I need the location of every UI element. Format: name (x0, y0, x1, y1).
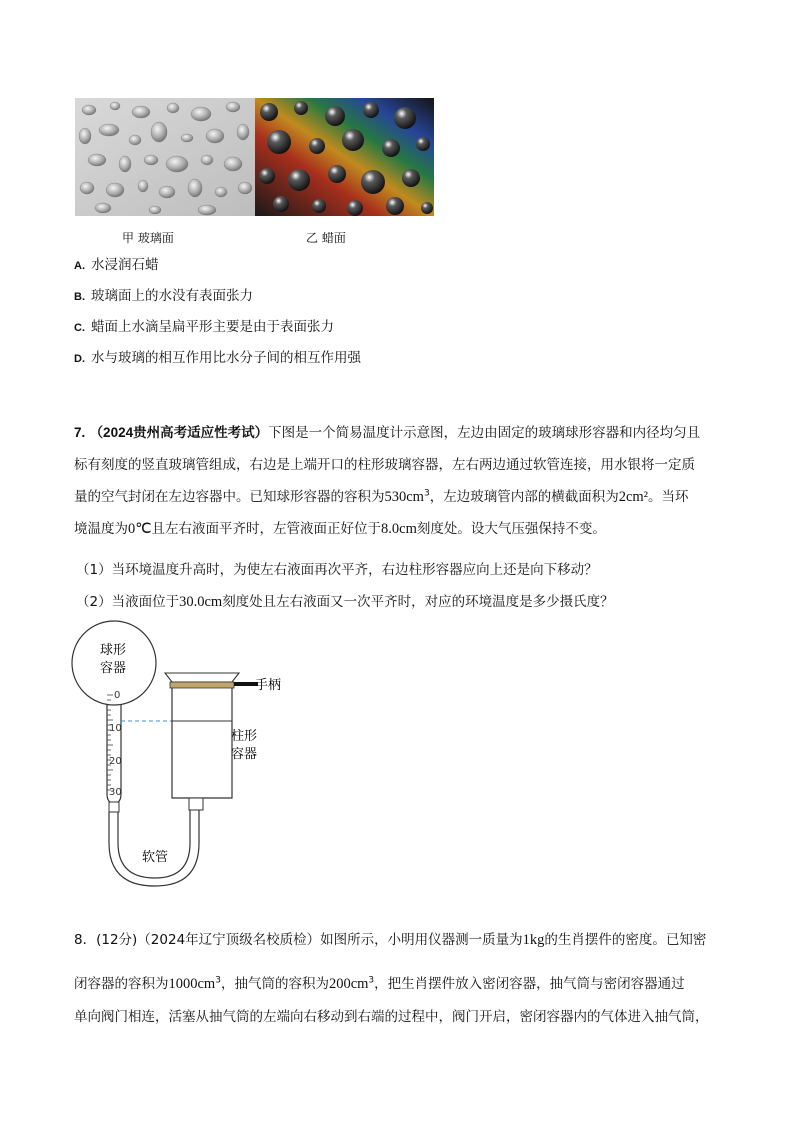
tick-label-30: 30 (109, 787, 122, 798)
bulb-label-2: 容器 (100, 661, 127, 676)
water-drops-on-glass-image (75, 98, 255, 216)
option-b: B. 玻璃面上的水没有表面张力 (74, 288, 253, 304)
hose-inner (118, 810, 190, 878)
cylinder-label-2: 容器 (231, 747, 258, 762)
question8-line1: 8．(12分)（2024年辽宁顶级名校质检）如图所示，小明用仪器测一质量为1kg的生肖摆件的密度。已知密 (74, 932, 707, 948)
handle-label: 手柄 (255, 678, 282, 693)
question7-source: （2024贵州高考适应性考试） (89, 425, 269, 440)
cylindrical-container (172, 688, 232, 798)
question7-sub2: （2）当液面位于30.0cm刻度处且左右液面又一次平齐时，对应的环境温度是多少摄氏度？ (76, 594, 614, 610)
tick-label-10: 10 (109, 723, 122, 734)
tick-label-20: 20 (109, 756, 122, 767)
cylinder-label-1: 柱形 (231, 729, 258, 744)
cylinder-rim (170, 682, 234, 688)
thermometer-diagram (60, 618, 320, 890)
left-connector (109, 802, 119, 812)
wax-surface-photo (255, 98, 434, 216)
bulb-label-1: 球形 (100, 643, 127, 658)
hose-label: 软管 (142, 850, 169, 865)
caption-wax: 乙 蜡面 (306, 231, 346, 245)
right-connector (189, 798, 203, 810)
water-beads-on-wax-image (255, 98, 434, 216)
caption-glass: 甲 玻璃面 (122, 231, 174, 245)
tube-ticks (107, 695, 113, 790)
option-d: D. 水与玻璃的相互作用比水分子间的相互作用强 (74, 350, 361, 366)
glass-surface-photo (75, 98, 255, 216)
option-c: C. 蜡面上水滴呈扁平形主要是由于表面张力 (74, 319, 334, 335)
cylinder-funnel-top (165, 673, 239, 682)
question7-sub1: （1）当环境温度升高时，为使左右液面再次平齐，右边柱形容器应向上还是向下移动？ (76, 562, 598, 578)
question7-line4: 境温度为0℃且左右液面平齐时，左管液面正好位于8.0cm刻度处。设大气压强保持不变。 (74, 521, 606, 537)
question7-line3: 量的空气封闭在左边容器中。已知球形容器的容积为$530cm^3$，左边玻璃管内部的横截面积为2cm²。当环 (74, 488, 689, 505)
hose-outer (109, 810, 199, 886)
tick-label-0: 0 (114, 690, 121, 701)
option-a: A. 水浸润石蜡 (74, 257, 159, 273)
question7-line2: 标有刻度的竖直玻璃管组成，右边是上端开口的柱形玻璃容器，左右两边通过软管连接，用水银将一定质 (74, 457, 695, 473)
question8-line2: 闭容器的容积为$1000cm^3$，抽气筒的容积为$200cm^3$，把生肖摆件放入密闭容器，抽气筒与密闭容器通过 (74, 975, 685, 992)
question7-line1: 7. （2024贵州高考适应性考试）下图是一个简易温度计示意图，左边由固定的玻璃球形容器和内径均匀且 (74, 425, 701, 441)
question7-number: 7. (74, 425, 86, 440)
question8-line3: 单向阀门相连，活塞从抽气筒的左端向右移动到右端的过程中，阀门开启，密闭容器内的气体进入抽气筒， (74, 1009, 709, 1025)
